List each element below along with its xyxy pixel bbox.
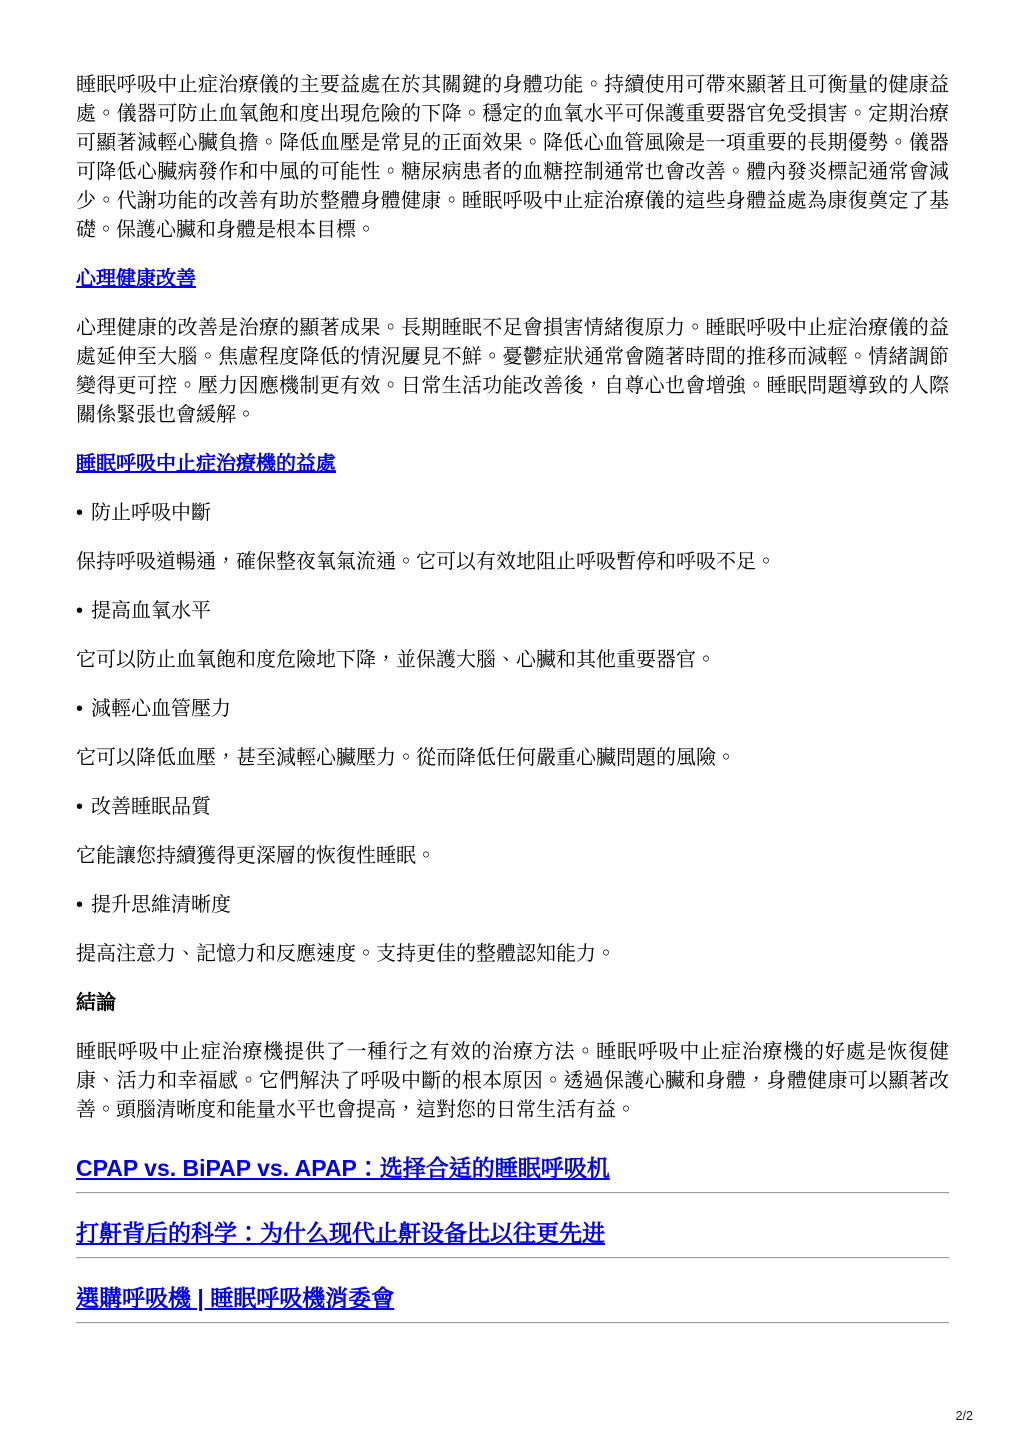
- benefit-item-5: [76, 891, 949, 920]
- conclusion-heading: 結論: [76, 992, 116, 1014]
- benefit-title: 提升思維清晰度: [91, 894, 232, 916]
- related-article-2: [76, 1220, 949, 1247]
- divider: [76, 1192, 949, 1194]
- bullet-icon: •: [76, 796, 84, 818]
- benefit-item-2: [76, 597, 949, 626]
- benefits-heading: [76, 450, 949, 479]
- related-article-link-snoring-science[interactable]: 打鼾背后的科学：为什么现代止鼾设备比以往更先进: [76, 1220, 605, 1246]
- related-article-1: [76, 1155, 949, 1182]
- benefit-title: 改善睡眠品質: [91, 796, 212, 818]
- page-number: 2/2: [955, 1409, 973, 1423]
- conclusion-paragraph: 睡眠呼吸中止症治療機提供了一種行之有效的治療方法。睡眠呼吸中止症治療機的好處是恢復健康、活力和幸福感。它們解決了呼吸中斷的根本原因。透過保護心臟和身體，身體健康可以顯著改善。頭腦清晰度和能量水平也會提高，這對您的日常生活有益。: [76, 1041, 949, 1121]
- benefit-title: 提高血氧水平: [91, 600, 212, 622]
- intro-paragraph: 睡眠呼吸中止症治療儀的主要益處在於其關鍵的身體功能。持續使用可帶來顯著且可衡量的健康益處。儀器可防止血氧飽和度出現危險的下降。穩定的血氧水平可保護重要器官免受損害。定期治療可顯著減輕心臟負擔。降低血壓是常見的正面效果。降低心血管風險是一項重要的長期優勢。儀器可降低心臟病發作和中風的可能性。糖尿病患者的血糖控制通常也會改善。體內發炎標記通常會減少。代謝功能的改善有助於整體身體健康。睡眠呼吸中止症治療儀的這些身體益處為康復奠定了基礎。保護心臟和身體是根本目標。: [76, 74, 949, 241]
- related-article-link-cpap-bipap-apap[interactable]: CPAP vs. BiPAP vs. APAP：选择合适的睡眠呼吸机: [76, 1155, 610, 1181]
- article-body: [76, 0, 949, 1324]
- benefit-desc-5: 提高注意力、記憶力和反應速度。支持更佳的整體認知能力。: [76, 943, 616, 965]
- divider: [76, 1322, 949, 1324]
- bullet-icon: •: [76, 502, 84, 524]
- mental-health-heading-link[interactable]: 心理健康改善: [76, 268, 196, 290]
- benefit-desc-4: 它能讓您持續獲得更深層的恢復性睡眠。: [76, 845, 436, 867]
- bullet-icon: •: [76, 698, 84, 720]
- mental-health-paragraph: 心理健康的改善是治療的顯著成果。長期睡眠不足會損害情緒復原力。睡眠呼吸中止症治療儀的益處延伸至大腦。焦慮程度降低的情況屢見不鮮。憂鬱症狀通常會隨著時間的推移而減輕。情緒調節變得更可控。壓力因應機制更有效。日常生活功能改善後，自尊心也會增強。睡眠問題導致的人際關係緊張也會緩解。: [76, 317, 949, 426]
- bullet-icon: •: [76, 600, 84, 622]
- benefit-desc-1: 保持呼吸道暢通，確保整夜氧氣流通。它可以有效地阻止呼吸暫停和呼吸不足。: [76, 551, 776, 573]
- related-article-3: [76, 1285, 949, 1312]
- bullet-icon: •: [76, 894, 84, 916]
- divider: [76, 1257, 949, 1259]
- benefit-item-4: [76, 793, 949, 822]
- benefit-desc-3: 它可以降低血壓，甚至減輕心臟壓力。從而降低任何嚴重心臟問題的風險。: [76, 747, 736, 769]
- related-article-link-buying-guide[interactable]: 選購呼吸機 | 睡眠呼吸機消委會: [76, 1285, 395, 1311]
- benefit-title: 減輕心血管壓力: [91, 698, 232, 720]
- benefits-heading-link[interactable]: 睡眠呼吸中止症治療機的益處: [76, 453, 336, 475]
- benefit-desc-2: 它可以防止血氧飽和度危險地下降，並保護大腦、心臟和其他重要器官。: [76, 649, 716, 671]
- benefit-item-1: [76, 499, 949, 528]
- benefit-item-3: [76, 695, 949, 724]
- benefit-title: 防止呼吸中斷: [91, 502, 212, 524]
- mental-health-heading: [76, 265, 949, 294]
